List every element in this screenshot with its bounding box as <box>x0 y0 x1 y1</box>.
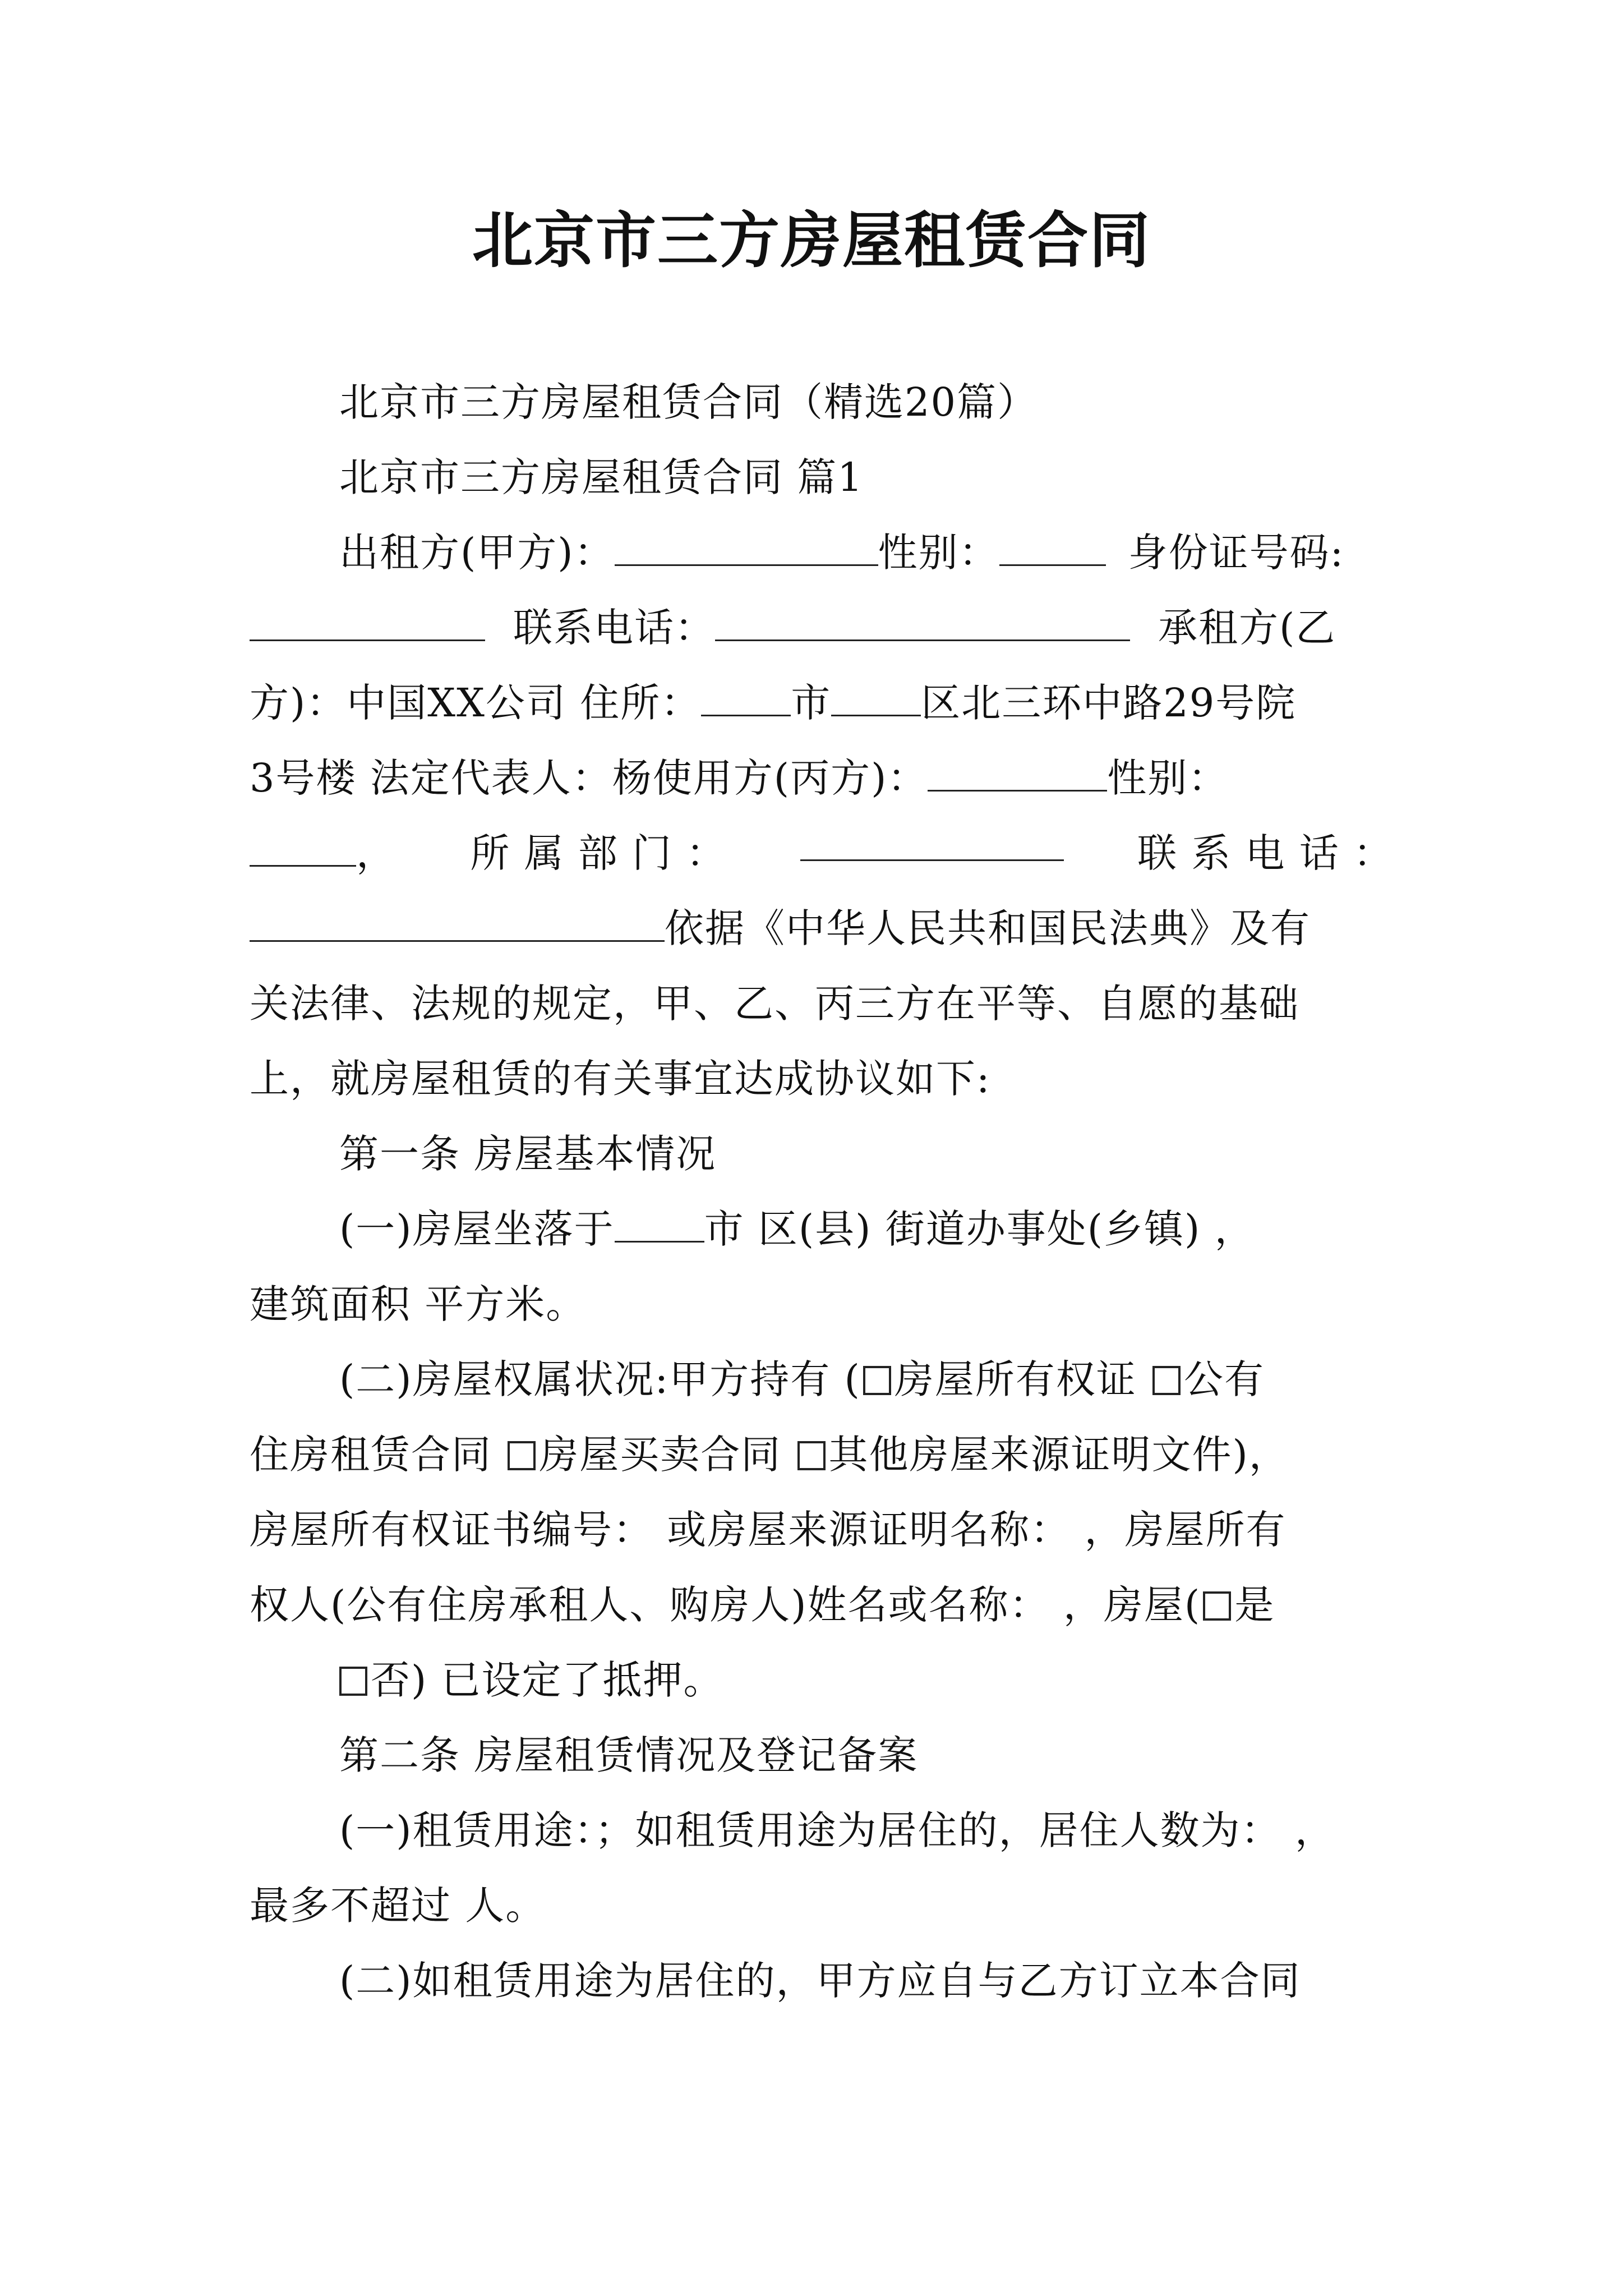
chapter-heading-text: 北京市三方房屋租赁合同 篇1 <box>339 454 864 500</box>
checkbox[interactable] <box>339 1667 367 1696</box>
city-label: 市 <box>791 680 832 726</box>
document-title: 北京市三方房屋租赁合同 <box>472 206 1151 276</box>
paragraph-text: 房屋所有权证书编号： 或房屋来源证明名称： ，房屋所有 <box>250 1507 1287 1553</box>
user-party-blank <box>928 746 1107 792</box>
lessor-line <box>250 515 1394 590</box>
option-text: 房屋所有权证 <box>894 1356 1151 1402</box>
owner-line <box>250 1567 1394 1642</box>
checkbox[interactable] <box>1152 1366 1181 1395</box>
occupancy-text: 最多不超过 人。 <box>250 1883 546 1929</box>
user-party-info: 3号楼 法定代表人：杨使用方(丙方)： <box>250 755 928 801</box>
area-line <box>250 1267 1394 1342</box>
lessor-name-blank <box>615 521 878 566</box>
lessor-phone-blank <box>715 596 1130 641</box>
paragraph-line <box>250 1041 1394 1116</box>
mortgage-text: 否) 已设定了抵押。 <box>371 1657 724 1703</box>
location-city-blank <box>615 1197 704 1243</box>
article-1-text: 第一条 房屋基本情况 <box>339 1131 717 1177</box>
ownership-options-line <box>250 1417 1394 1492</box>
lessor-gender-blank <box>999 521 1106 566</box>
department-label: 所 属 部 门 ： <box>470 830 727 876</box>
phone-line <box>250 590 1394 665</box>
basis-text: 依据《中华人民共和国民法典》及有 <box>665 905 1311 951</box>
paragraph-text: 关法律、法规的规定，甲、乙、丙三方在平等、自愿的基础 <box>250 981 1299 1027</box>
paragraph-text: 上，就房屋租赁的有关事宜达成协议如下: <box>250 1056 991 1102</box>
paragraph-line <box>250 1492 1394 1567</box>
ownership-line <box>250 1342 1394 1417</box>
option-text: 其他房屋来源证明文件)， <box>828 1432 1289 1478</box>
lessor-label: 出租方(甲方)： <box>339 530 615 576</box>
lessee-info: 方)：中国XX公司 住所： <box>250 680 702 726</box>
option-text: 住房租赁合同 <box>250 1432 506 1478</box>
subtitle-line <box>250 365 1394 440</box>
user-phone-blank <box>250 896 665 942</box>
occupancy-line <box>250 1868 1394 1943</box>
mortgage-line <box>250 1642 1394 1718</box>
checkbox[interactable] <box>863 1366 891 1395</box>
comma: ， <box>356 830 396 876</box>
location-line <box>250 1191 1394 1267</box>
subtitle-text: 北京市三方房屋租赁合同（精选20篇） <box>339 379 1038 425</box>
lessee-label: 承租方(乙 <box>1158 605 1336 651</box>
lessor-phone-label: 联系电话： <box>513 605 715 651</box>
article-1-heading <box>250 1116 1394 1191</box>
residence-line <box>250 1943 1394 2018</box>
district-blank <box>831 671 921 716</box>
option-text: 是 <box>1234 1582 1275 1628</box>
chapter-heading <box>250 440 1394 515</box>
option-text: 公有 <box>1184 1356 1265 1402</box>
area-text: 建筑面积 平方米。 <box>250 1281 587 1327</box>
user-gender-label: 性别： <box>1107 755 1229 801</box>
ownership-label: (二)房屋权属状况:甲方持有 ( <box>339 1356 861 1402</box>
purpose-text: (一)租赁用途：；如租赁用途为居住的，居住人数为： ， <box>339 1807 1335 1853</box>
checkbox[interactable] <box>508 1441 536 1470</box>
option-text: 房屋买卖合同 <box>539 1432 795 1478</box>
article-2-text: 第二条 房屋租赁情况及登记备案 <box>339 1732 919 1778</box>
document-body <box>250 365 1394 2018</box>
residence-text: (二)如租赁用途为居住的，甲方应自与乙方订立本合同 <box>339 1958 1301 2004</box>
user-party-line <box>250 740 1394 816</box>
location-label: (一)房屋坐落于 <box>339 1206 615 1252</box>
lessor-gender-label: 性别： <box>878 530 999 576</box>
checkbox[interactable] <box>1203 1591 1231 1621</box>
lessee-line <box>250 665 1394 740</box>
city-blank <box>701 671 791 716</box>
location-detail: 市 区(县) 街道办事处(乡镇) ， <box>704 1206 1255 1252</box>
user-gender-blank <box>250 821 356 867</box>
department-line <box>250 816 1394 891</box>
lessor-id-blank <box>250 596 485 641</box>
user-phone-label: 联 系 电 话 ： <box>1137 830 1394 876</box>
purpose-line <box>250 1793 1394 1868</box>
address-text: 区北三环中路29号院 <box>921 680 1297 726</box>
basis-line <box>250 891 1394 966</box>
article-2-heading <box>250 1718 1394 1793</box>
paragraph-line <box>250 966 1394 1041</box>
department-blank <box>800 816 1064 861</box>
checkbox[interactable] <box>797 1441 826 1470</box>
owner-text: 权人(公有住房承租人、购房人)姓名或名称： ，房屋( <box>250 1582 1201 1628</box>
lessor-id-label: 身份证号码: <box>1128 530 1345 576</box>
